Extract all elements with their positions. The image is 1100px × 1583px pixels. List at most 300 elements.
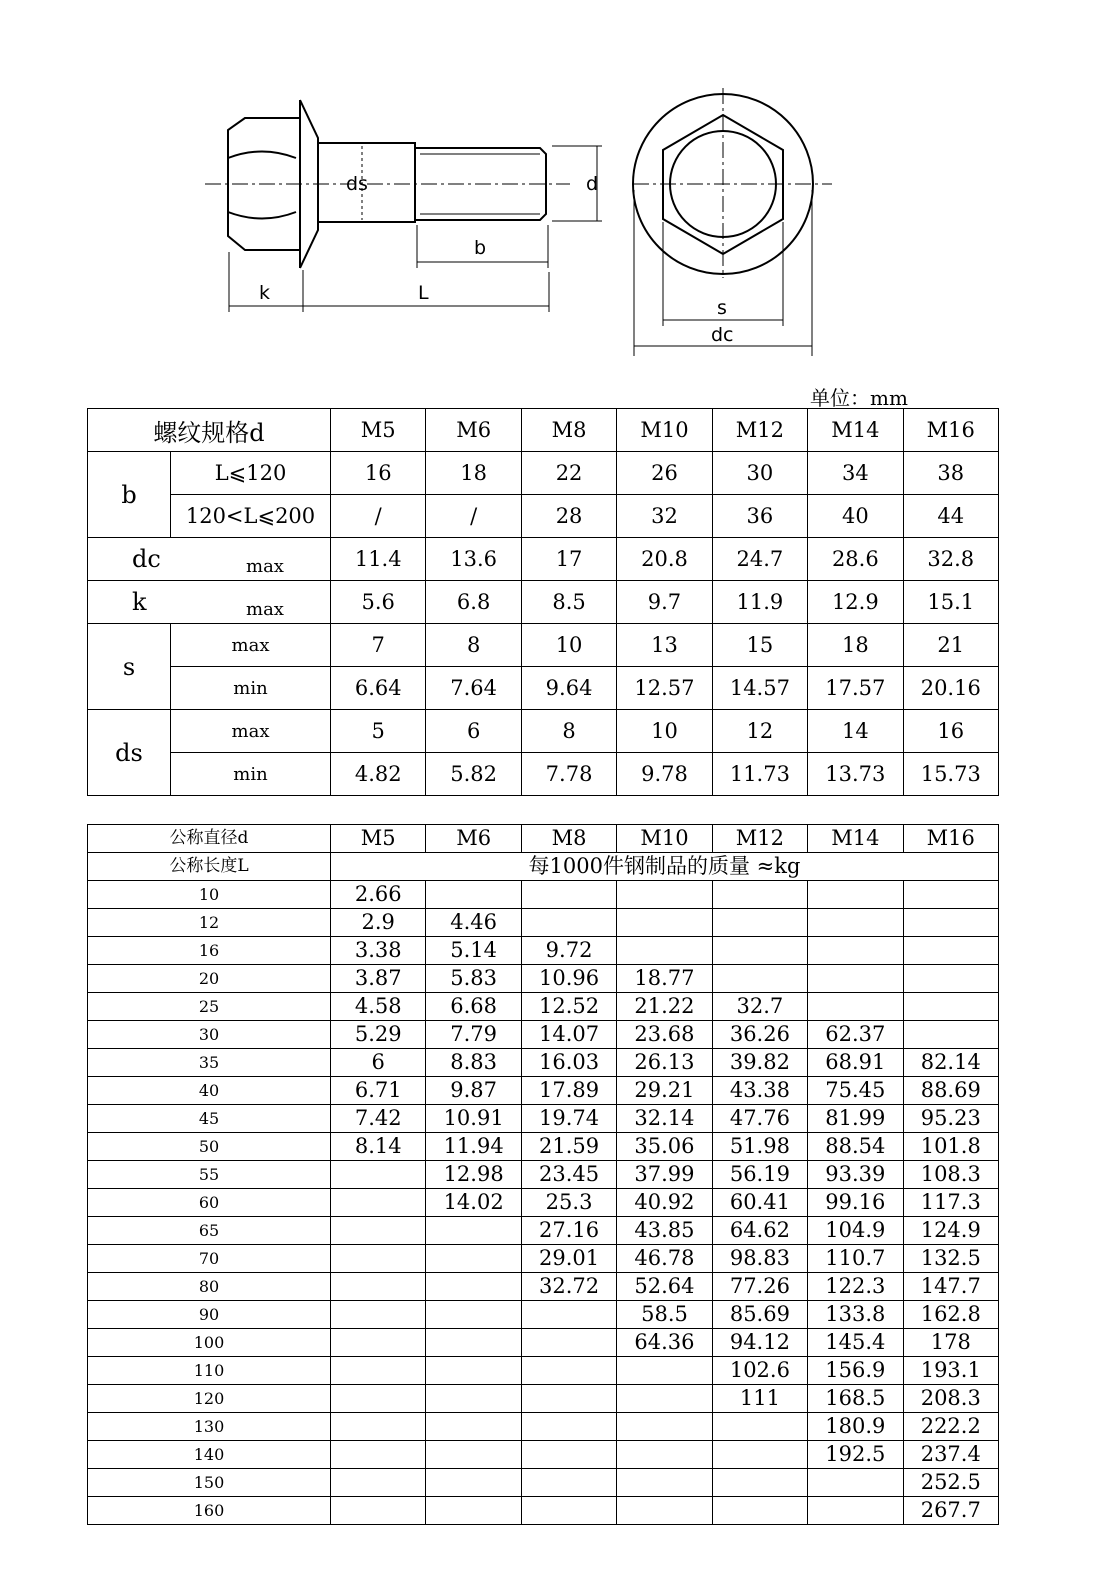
mass-cell [426, 1413, 521, 1441]
s-label: s [88, 624, 171, 710]
mass-cell: 147.7 [903, 1273, 998, 1301]
mass-cell: 46.78 [617, 1245, 712, 1273]
table-cell: 11.9 [712, 581, 807, 624]
table-row [88, 1105, 999, 1133]
table-cell: 8 [426, 624, 521, 667]
mass-cell [617, 909, 712, 937]
mass-cell: 82.14 [903, 1049, 998, 1077]
mass-cell [521, 1413, 616, 1441]
mass-cell [331, 1189, 426, 1217]
mass-cell [617, 881, 712, 909]
mass-cell: 23.68 [617, 1021, 712, 1049]
mass-caption: 每1000件钢制品的质量 ≈kg [331, 853, 999, 881]
table-row [88, 1441, 999, 1469]
mass-header-row [88, 825, 999, 853]
mass-cell: 9.87 [426, 1077, 521, 1105]
k-sub: max [246, 599, 284, 620]
mass-cell: 4.58 [331, 993, 426, 1021]
length-cell: 20 [88, 965, 331, 993]
ds-row [88, 710, 999, 753]
mass-cell: 168.5 [808, 1385, 903, 1413]
mass-cell: 132.5 [903, 1245, 998, 1273]
unit-label: 单位：mm [810, 386, 908, 410]
size-header: M5 [331, 825, 426, 853]
table-cell: 12.9 [808, 581, 903, 624]
size-header: M16 [903, 409, 998, 452]
table-cell: 11.73 [712, 753, 807, 796]
mass-cell: 108.3 [903, 1161, 998, 1189]
table-cell: 17 [521, 538, 616, 581]
mass-cell [617, 1469, 712, 1497]
mass-cell: 14.07 [521, 1021, 616, 1049]
table-row [88, 1273, 999, 1301]
mass-cell: 52.64 [617, 1273, 712, 1301]
mass-cell: 7.42 [331, 1105, 426, 1133]
mass-cell: 101.8 [903, 1133, 998, 1161]
mass-cell: 19.74 [521, 1105, 616, 1133]
length-cell: 160 [88, 1497, 331, 1525]
table-cell: 15 [712, 624, 807, 667]
thread-spec-label: 螺纹规格d [88, 409, 331, 452]
table-cell: / [331, 495, 426, 538]
mass-cell: 10.96 [521, 965, 616, 993]
mass-cell: 237.4 [903, 1441, 998, 1469]
label-s: s [717, 297, 727, 319]
mass-cell [331, 1217, 426, 1245]
mass-cell: 6.68 [426, 993, 521, 1021]
mass-cell: 47.76 [712, 1105, 807, 1133]
table-cell: 9.7 [617, 581, 712, 624]
mass-cell [808, 1497, 903, 1525]
mass-cell: 23.45 [521, 1161, 616, 1189]
mass-cell: 26.13 [617, 1049, 712, 1077]
k-row [88, 581, 999, 624]
mass-cell: 3.87 [331, 965, 426, 993]
table-row [88, 1413, 999, 1441]
mass-cell: 104.9 [808, 1217, 903, 1245]
table-cell: 38 [903, 452, 998, 495]
length-cell: 45 [88, 1105, 331, 1133]
mass-cell: 88.54 [808, 1133, 903, 1161]
mass-cell [712, 937, 807, 965]
length-cell: 16 [88, 937, 331, 965]
mass-cell [426, 1273, 521, 1301]
mass-cell: 133.8 [808, 1301, 903, 1329]
table-cell: 17.57 [808, 667, 903, 710]
size-header: M8 [521, 409, 616, 452]
mass-cell [712, 965, 807, 993]
table-cell: 15.73 [903, 753, 998, 796]
label-ds: ds [346, 173, 368, 195]
size-header: M10 [617, 409, 712, 452]
mass-cell: 102.6 [712, 1357, 807, 1385]
mass-cell [617, 1357, 712, 1385]
mass-cell: 36.26 [712, 1021, 807, 1049]
mass-cell [426, 1217, 521, 1245]
table-row [88, 1077, 999, 1105]
table-cell: 12 [712, 710, 807, 753]
mass-cell [331, 1357, 426, 1385]
size-header: M16 [903, 825, 998, 853]
mass-cell: 64.36 [617, 1329, 712, 1357]
mass-cell [903, 993, 998, 1021]
mass-cell: 162.8 [903, 1301, 998, 1329]
s-sub: max [171, 624, 331, 667]
mass-cell [426, 1329, 521, 1357]
table-cell: 5.82 [426, 753, 521, 796]
mass-cell: 88.69 [903, 1077, 998, 1105]
mass-cell: 8.83 [426, 1049, 521, 1077]
mass-cell [808, 881, 903, 909]
label-dc: dc [711, 324, 734, 346]
table-cell: 12.57 [617, 667, 712, 710]
mass-cell: 35.06 [617, 1133, 712, 1161]
mass-table [87, 824, 999, 1525]
table-cell: 22 [521, 452, 616, 495]
mass-cell: 208.3 [903, 1385, 998, 1413]
mass-cell [808, 909, 903, 937]
table-cell: 10 [617, 710, 712, 753]
mass-cell [331, 1413, 426, 1441]
mass-cell: 85.69 [712, 1301, 807, 1329]
table-cell: 6.64 [331, 667, 426, 710]
s-row [88, 667, 999, 710]
table-row [88, 881, 999, 909]
table-cell: 7 [331, 624, 426, 667]
mass-cell: 17.89 [521, 1077, 616, 1105]
mass-cell: 111 [712, 1385, 807, 1413]
mass-cell [903, 1021, 998, 1049]
mass-cell: 93.39 [808, 1161, 903, 1189]
table-cell: 26 [617, 452, 712, 495]
length-cell: 120 [88, 1385, 331, 1413]
mass-cell: 56.19 [712, 1161, 807, 1189]
diameter-label: 公称直径d [88, 825, 331, 853]
size-header: M12 [712, 409, 807, 452]
mass-cell [617, 1385, 712, 1413]
table-row [88, 909, 999, 937]
table-cell: 20.8 [617, 538, 712, 581]
mass-cell: 5.29 [331, 1021, 426, 1049]
mass-cell: 6.71 [331, 1077, 426, 1105]
mass-cell: 192.5 [808, 1441, 903, 1469]
table-cell: 10 [521, 624, 616, 667]
spec-header-row [88, 409, 999, 452]
mass-cell [331, 1497, 426, 1525]
mass-cell: 51.98 [712, 1133, 807, 1161]
mass-cell: 193.1 [903, 1357, 998, 1385]
ds-row [88, 753, 999, 796]
b-condition: L⩽120 [171, 452, 331, 495]
table-row [88, 1497, 999, 1525]
table-cell: 5 [331, 710, 426, 753]
length-cell: 65 [88, 1217, 331, 1245]
length-cell: 110 [88, 1357, 331, 1385]
mass-cell: 68.91 [808, 1049, 903, 1077]
mass-cell [617, 937, 712, 965]
mass-cell: 9.72 [521, 937, 616, 965]
mass-cell [903, 881, 998, 909]
mass-cell [712, 909, 807, 937]
mass-cell [521, 909, 616, 937]
table-row [88, 1469, 999, 1497]
mass-cell [331, 1441, 426, 1469]
mass-cell: 156.9 [808, 1357, 903, 1385]
mass-cell [617, 1413, 712, 1441]
length-cell: 10 [88, 881, 331, 909]
b-row [88, 452, 999, 495]
mass-cell [521, 1469, 616, 1497]
table-cell: 9.64 [521, 667, 616, 710]
mass-cell [617, 1441, 712, 1469]
mass-cell [521, 1329, 616, 1357]
table-row [88, 1385, 999, 1413]
size-header: M6 [426, 825, 521, 853]
mass-cell: 18.77 [617, 965, 712, 993]
length-cell: 35 [88, 1049, 331, 1077]
table-cell: 8 [521, 710, 616, 753]
length-cell: 100 [88, 1329, 331, 1357]
length-cell: 30 [88, 1021, 331, 1049]
size-header: M6 [426, 409, 521, 452]
length-cell: 150 [88, 1469, 331, 1497]
length-cell: 55 [88, 1161, 331, 1189]
mass-caption-row [88, 853, 999, 881]
mass-cell: 25.3 [521, 1189, 616, 1217]
mass-cell [331, 1273, 426, 1301]
mass-cell: 95.23 [903, 1105, 998, 1133]
table-cell: 20.16 [903, 667, 998, 710]
mass-cell [331, 1245, 426, 1273]
mass-cell [712, 1497, 807, 1525]
table-cell: 4.82 [331, 753, 426, 796]
table-cell: 24.7 [712, 538, 807, 581]
table-cell: 13.73 [808, 753, 903, 796]
mass-cell [521, 1497, 616, 1525]
mass-cell: 110.7 [808, 1245, 903, 1273]
b-condition: 120<L⩽200 [171, 495, 331, 538]
mass-cell [808, 965, 903, 993]
mass-cell: 117.3 [903, 1189, 998, 1217]
table-cell: 13 [617, 624, 712, 667]
table-cell: 36 [712, 495, 807, 538]
ds-sub: max [171, 710, 331, 753]
mass-cell [331, 1329, 426, 1357]
mass-cell: 32.14 [617, 1105, 712, 1133]
mass-cell: 122.3 [808, 1273, 903, 1301]
table-cell: 16 [903, 710, 998, 753]
mass-cell: 43.85 [617, 1217, 712, 1245]
table-row [88, 937, 999, 965]
mass-cell [521, 1441, 616, 1469]
length-cell: 80 [88, 1273, 331, 1301]
mass-cell: 39.82 [712, 1049, 807, 1077]
mass-cell [331, 1301, 426, 1329]
length-cell: 140 [88, 1441, 331, 1469]
length-label: 公称长度L [88, 853, 331, 881]
table-cell: 14.57 [712, 667, 807, 710]
table-row [88, 965, 999, 993]
ds-label: ds [88, 710, 171, 796]
table-cell: 6 [426, 710, 521, 753]
table-cell: / [426, 495, 521, 538]
mass-cell [903, 965, 998, 993]
mass-cell [521, 881, 616, 909]
table-cell: 9.78 [617, 753, 712, 796]
table-row [88, 1021, 999, 1049]
mass-cell: 99.16 [808, 1189, 903, 1217]
mass-cell: 98.83 [712, 1245, 807, 1273]
table-row [88, 1301, 999, 1329]
table-cell: 18 [808, 624, 903, 667]
mass-cell [903, 937, 998, 965]
kL-dimension [229, 252, 549, 312]
mass-cell [808, 937, 903, 965]
mass-cell [808, 993, 903, 1021]
table-cell: 28.6 [808, 538, 903, 581]
mass-cell: 11.94 [426, 1133, 521, 1161]
mass-cell: 29.21 [617, 1077, 712, 1105]
table-row [88, 1329, 999, 1357]
mass-cell [331, 1385, 426, 1413]
mass-cell: 178 [903, 1329, 998, 1357]
dc-row [88, 538, 999, 581]
table-row [88, 1357, 999, 1385]
mass-cell [808, 1469, 903, 1497]
mass-cell [426, 1301, 521, 1329]
size-header: M14 [808, 409, 903, 452]
mass-cell: 29.01 [521, 1245, 616, 1273]
table-cell: 14 [808, 710, 903, 753]
mass-cell: 64.62 [712, 1217, 807, 1245]
table-cell: 30 [712, 452, 807, 495]
mass-cell: 60.41 [712, 1189, 807, 1217]
mass-cell: 75.45 [808, 1077, 903, 1105]
label-k: k [259, 282, 271, 304]
b-row [88, 495, 999, 538]
spec-table [87, 408, 999, 796]
bolt-drawing [0, 0, 1100, 380]
mass-cell: 222.2 [903, 1413, 998, 1441]
size-header: M14 [808, 825, 903, 853]
table-cell: 32.8 [903, 538, 998, 581]
mass-cell [426, 1357, 521, 1385]
mass-cell: 180.9 [808, 1413, 903, 1441]
table-row [88, 1049, 999, 1077]
mass-cell: 2.66 [331, 881, 426, 909]
size-header: M8 [521, 825, 616, 853]
table-row [88, 1133, 999, 1161]
mass-cell [426, 881, 521, 909]
table-row [88, 1161, 999, 1189]
mass-cell: 124.9 [903, 1217, 998, 1245]
label-L: L [418, 282, 429, 304]
table-cell: 28 [521, 495, 616, 538]
mass-cell: 145.4 [808, 1329, 903, 1357]
mass-cell: 10.91 [426, 1105, 521, 1133]
table-row [88, 1245, 999, 1273]
table-row [88, 1189, 999, 1217]
ds-sub: min [171, 753, 331, 796]
mass-cell: 5.83 [426, 965, 521, 993]
mass-cell [712, 1413, 807, 1441]
mass-cell: 81.99 [808, 1105, 903, 1133]
mass-cell [331, 1161, 426, 1189]
mass-cell: 6 [331, 1049, 426, 1077]
mass-cell [521, 1385, 616, 1413]
mass-cell [903, 909, 998, 937]
length-cell: 70 [88, 1245, 331, 1273]
mass-cell: 252.5 [903, 1469, 998, 1497]
mass-cell: 77.26 [712, 1273, 807, 1301]
mass-cell [426, 1245, 521, 1273]
table-row [88, 1217, 999, 1245]
mass-cell: 4.46 [426, 909, 521, 937]
length-cell: 60 [88, 1189, 331, 1217]
k-label: k [132, 588, 147, 616]
table-row [88, 993, 999, 1021]
table-cell: 21 [903, 624, 998, 667]
table-cell: 16 [331, 452, 426, 495]
mass-cell: 3.38 [331, 937, 426, 965]
s-row [88, 624, 999, 667]
mass-cell: 12.52 [521, 993, 616, 1021]
mass-cell: 27.16 [521, 1217, 616, 1245]
size-header: M12 [712, 825, 807, 853]
mass-cell: 40.92 [617, 1189, 712, 1217]
table-cell: 7.78 [521, 753, 616, 796]
length-cell: 90 [88, 1301, 331, 1329]
mass-cell: 16.03 [521, 1049, 616, 1077]
dc-label: dc [132, 545, 161, 573]
mass-cell [521, 1357, 616, 1385]
length-cell: 50 [88, 1133, 331, 1161]
length-cell: 12 [88, 909, 331, 937]
mass-cell: 58.5 [617, 1301, 712, 1329]
size-header: M10 [617, 825, 712, 853]
length-cell: 130 [88, 1413, 331, 1441]
table-cell: 8.5 [521, 581, 616, 624]
mass-cell: 62.37 [808, 1021, 903, 1049]
mass-cell [426, 1385, 521, 1413]
label-d: d [586, 173, 599, 195]
mass-cell: 8.14 [331, 1133, 426, 1161]
mass-cell [617, 1497, 712, 1525]
length-cell: 40 [88, 1077, 331, 1105]
dc-label-cell [88, 538, 331, 581]
mass-cell: 37.99 [617, 1161, 712, 1189]
table-cell: 13.6 [426, 538, 521, 581]
dc-sub: max [246, 556, 284, 577]
mass-cell: 21.59 [521, 1133, 616, 1161]
mass-cell: 12.98 [426, 1161, 521, 1189]
mass-cell: 2.9 [331, 909, 426, 937]
mass-cell: 21.22 [617, 993, 712, 1021]
s-sub: min [171, 667, 331, 710]
mass-cell: 32.7 [712, 993, 807, 1021]
mass-cell [712, 881, 807, 909]
table-cell: 5.6 [331, 581, 426, 624]
mass-cell [426, 1441, 521, 1469]
mass-cell [426, 1469, 521, 1497]
table-cell: 44 [903, 495, 998, 538]
mass-cell: 5.14 [426, 937, 521, 965]
k-label-cell [88, 581, 331, 624]
length-cell: 25 [88, 993, 331, 1021]
mass-cell: 94.12 [712, 1329, 807, 1357]
table-cell: 18 [426, 452, 521, 495]
table-cell: 15.1 [903, 581, 998, 624]
